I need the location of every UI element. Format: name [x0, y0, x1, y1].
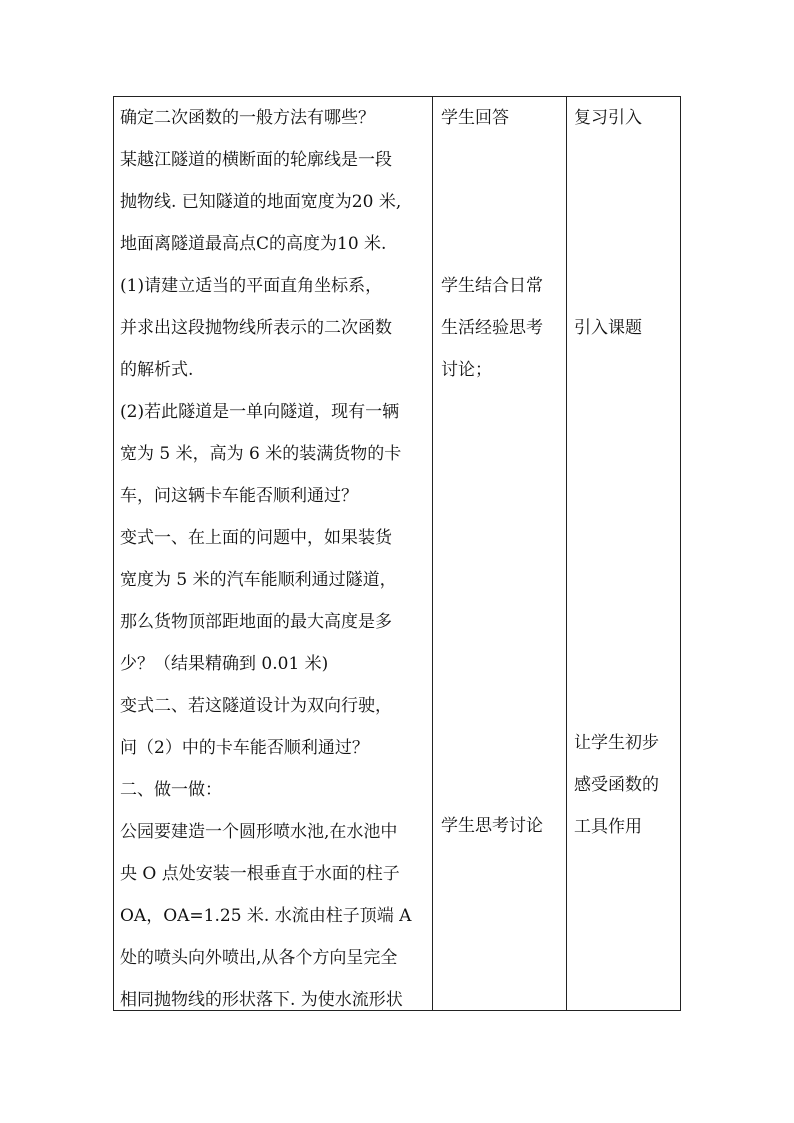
content-line-4: 地面离隧道最高点C的高度为10 米. [120, 234, 387, 254]
content-line-19: 央 O 点处安装一根垂直于水面的柱子 [120, 864, 400, 884]
content-line-13: 那么货物顶部距地面的最大高度是多 [120, 612, 392, 632]
student-line-3: 生活经验思考 [441, 318, 543, 338]
content-line-21: 处的喷头向外喷出,从各个方向呈完全 [120, 948, 398, 968]
content-line-9: 宽为 5 米，高为 6 米的装满货物的卡 [120, 444, 402, 464]
content-line-17: 二、做一做： [120, 780, 222, 800]
intent-line-5: 工具作用 [574, 817, 642, 837]
content-line-22: 相同抛物线的形状落下. 为使水流形状 [120, 990, 403, 1010]
content-line-12: 宽度为 5 米的汽车能顺利通过隧道， [120, 570, 397, 590]
lesson-plan-table [113, 96, 681, 1011]
content-line-6: 并求出这段抛物线所表示的二次函数 [120, 318, 392, 338]
content-line-18: 公园要建造一个圆形喷水池,在水池中 [120, 822, 398, 842]
content-line-7: 的解析式. [120, 360, 194, 380]
content-line-14: 少？（结果精确到 0.01 米) [120, 654, 329, 674]
content-line-5: (1)请建立适当的平面直角坐标系， [120, 276, 383, 296]
content-line-10: 车，问这辆卡车能否顺利通过？ [120, 486, 358, 506]
content-line-8: (2)若此隧道是一单向隧道，现有一辆 [120, 402, 400, 422]
student-line-4: 讨论； [441, 360, 492, 380]
intent-line-2: 引入课题 [574, 318, 642, 338]
intent-line-1: 复习引入 [574, 108, 642, 128]
content-line-1: 确定二次函数的一般方法有哪些？ [120, 108, 375, 128]
content-line-15: 变式二、若这隧道设计为双向行驶， [120, 696, 392, 716]
teaching-content-column [114, 97, 432, 1010]
student-activity-column [432, 97, 566, 1010]
student-line-5: 学生思考讨论 [441, 816, 543, 836]
intent-line-3: 让学生初步 [574, 733, 659, 753]
content-line-2: 某越江隧道的横断面的轮廓线是一段 [120, 150, 392, 170]
content-line-11: 变式一、在上面的问题中，如果装货 [120, 528, 392, 548]
content-line-16: 问（2）中的卡车能否顺利通过？ [120, 738, 369, 758]
student-line-1: 学生回答 [441, 108, 509, 128]
content-line-3: 抛物线. 已知隧道的地面宽度为20 米, [120, 192, 402, 212]
content-line-20: OA，OA=1.25 米. 水流由柱子顶端 A [120, 906, 412, 926]
student-line-2: 学生结合日常 [441, 276, 543, 296]
design-intent-column [566, 97, 682, 1010]
intent-line-4: 感受函数的 [574, 775, 659, 795]
